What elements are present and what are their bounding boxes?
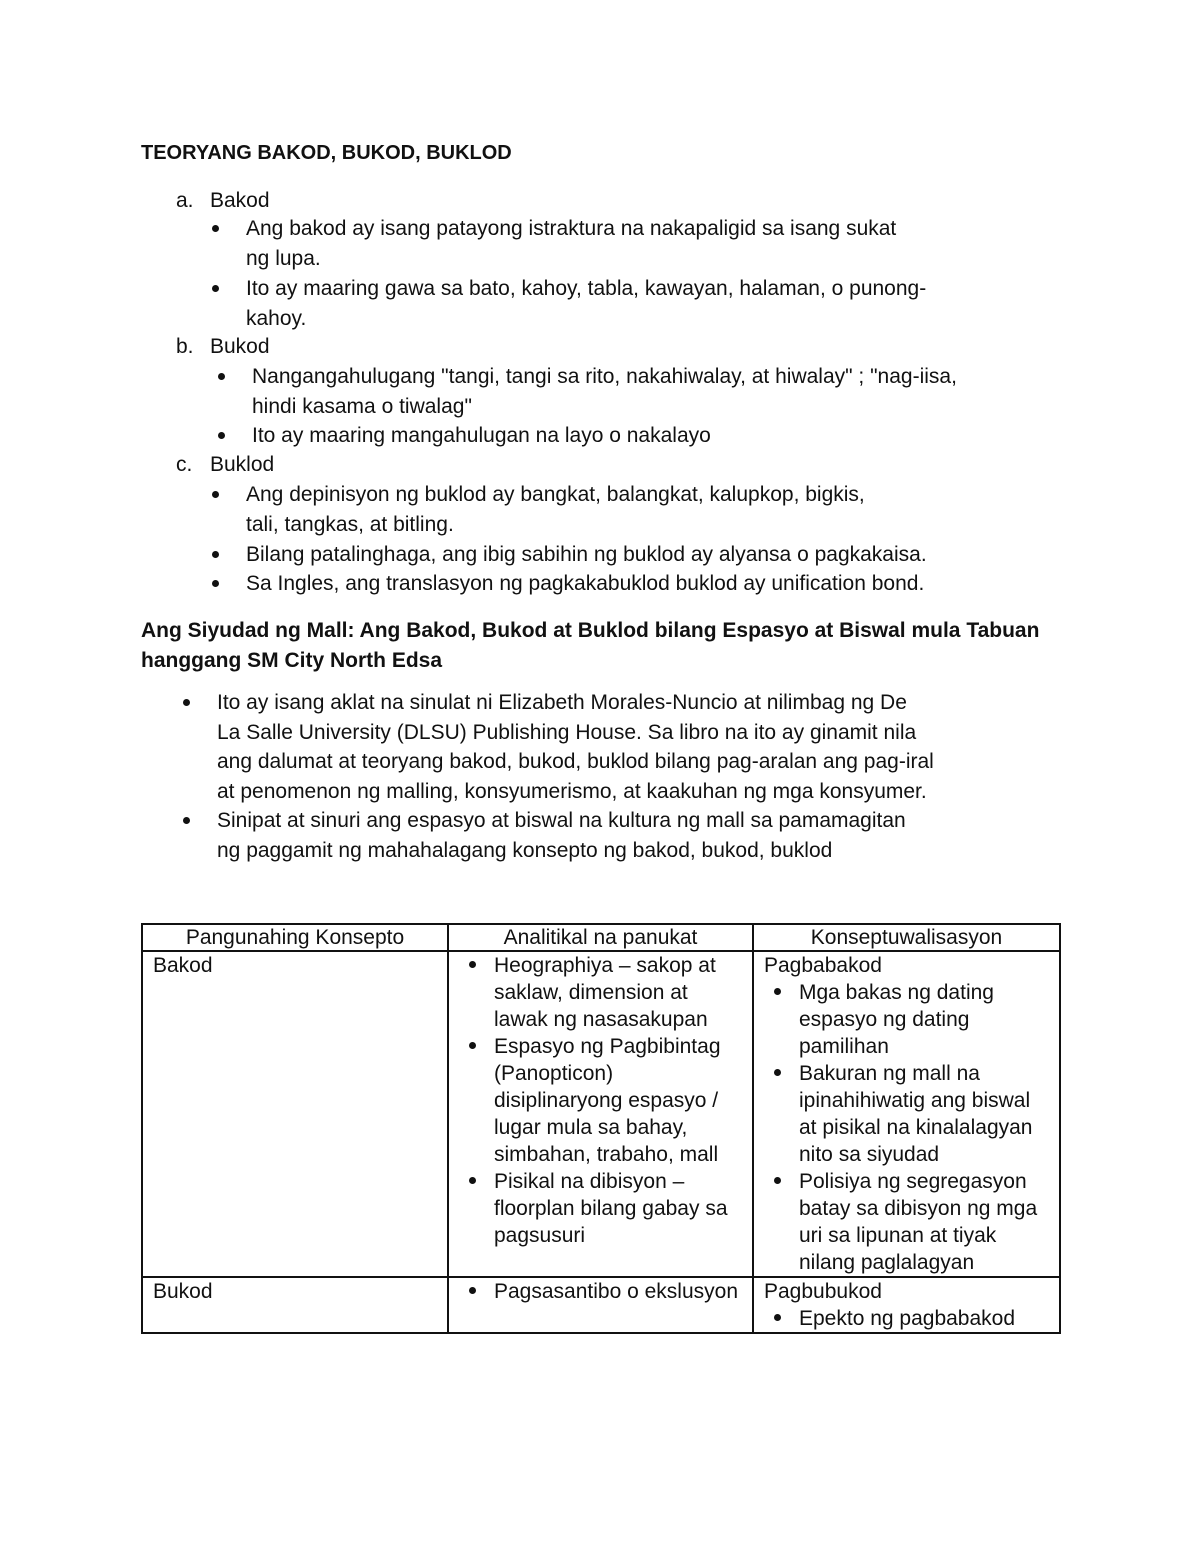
- bullet-icon: [212, 580, 219, 587]
- list-item: Ito ay maaring mangahulugan na layo o nakalayo: [252, 424, 711, 447]
- konsep-title: Pagbabakod: [764, 954, 882, 977]
- list-item: Ito ay maaring gawa sa bato, kahoy, tabla, kawayan, halaman, o punong- kahoy.: [246, 277, 927, 330]
- list-item: Pagsasantibo o ekslusyon: [459, 1278, 742, 1305]
- column-header: Pangunahing Konsepto: [142, 924, 448, 951]
- bullet-icon: [212, 491, 219, 498]
- list-item: Bilang patalinghaga, ang ibig sabihin ng buklod ay alyansa o pagkakaisa.: [246, 543, 927, 566]
- table-row: [142, 951, 1060, 1277]
- panukat-cell: [448, 951, 753, 1277]
- concept-table: [141, 923, 1061, 1334]
- list-item: Sinipat at sinuri ang espasyo at biswal na kultura ng mall sa pamamagitan ng paggamit ng mahahalagang konsepto ng bakod, bukod, buklod: [217, 809, 906, 862]
- concept-cell: Bukod: [142, 1277, 448, 1333]
- list-item: Bakuran ng mall na ipinahihiwatig ang biswal at pisikal na kinalalagyan nito sa siyudad: [764, 1060, 1049, 1168]
- list-item: Sa Ingles, ang translasyon ng pagkakabuklod buklod ay unification bond.: [246, 572, 925, 595]
- column-header: Analitikal na panukat: [448, 924, 753, 951]
- table-row: [142, 1277, 1060, 1333]
- section-c-label: c. Buklod: [176, 453, 275, 476]
- bullet-icon: [218, 373, 225, 380]
- section-b-label: b. Bukod: [176, 335, 270, 358]
- list-item: Heographiya – sakop at saklaw, dimension at lawak ng nasasakupan: [459, 952, 742, 1033]
- bullet-icon: [183, 817, 190, 824]
- list-item: Ito ay isang aklat na sinulat ni Elizabeth Morales-Nuncio at nilimbag ng De La Salle University (DLSU) Publishing House. Sa libro na ito ay ginamit nila ang dalumat at teoryang bakod, bukod, buklod bilang pag-aralan ang pag-iral at penomenon ng malling, konsyumerismo, at kaakuhan ng mga konsyumer.: [217, 691, 934, 803]
- concept-cell: Bakod: [142, 951, 448, 1277]
- section-a-label: a. Bakod: [176, 189, 270, 212]
- table-header-row: [142, 924, 1060, 951]
- book-title-heading: Ang Siyudad ng Mall: Ang Bakod, Bukod at Buklod bilang Espasyo at Biswal mula Tabuan hanggang SM City North Edsa: [141, 619, 1040, 672]
- bullet-icon: [212, 551, 219, 558]
- konsep-title: Pagbubukod: [764, 1280, 882, 1303]
- list-item: Ang depinisyon ng buklod ay bangkat, balangkat, kalupkop, bigkis, tali, tangkas, at bitling.: [246, 483, 865, 536]
- list-item: Mga bakas ng dating espasyo ng dating pamilihan: [764, 979, 1049, 1060]
- list-item: Epekto ng pagbabakod: [764, 1305, 1049, 1332]
- panukat-cell: [448, 1277, 753, 1333]
- konseptuwalisasyon-cell: [753, 1277, 1060, 1333]
- bullet-icon: [218, 432, 225, 439]
- konseptuwalisasyon-cell: [753, 951, 1060, 1277]
- bullet-icon: [212, 225, 219, 232]
- bullet-icon: [212, 285, 219, 292]
- list-item: Pisikal na dibisyon – floorplan bilang gabay sa pagsusuri: [459, 1168, 742, 1249]
- bullet-icon: [183, 699, 190, 706]
- list-item: Espasyo ng Pagbibintag (Panopticon) disiplinaryong espasyo / lugar mula sa bahay, simbahan, trabaho, mall: [459, 1033, 742, 1168]
- list-item: Nangangahulugang "tangi, tangi sa rito, nakahiwalay, at hiwalay" ; "nag-iisa, hindi kasama o tiwalag": [252, 365, 957, 418]
- column-header: Konseptuwalisasyon: [753, 924, 1060, 951]
- page-title: TEORYANG BAKOD, BUKOD, BUKLOD: [141, 142, 512, 164]
- list-item: Polisiya ng segregasyon batay sa dibisyon ng mga uri sa lipunan at tiyak nilang paglalagyan: [764, 1168, 1049, 1276]
- list-item: Ang bakod ay isang patayong istraktura na nakapaligid sa isang sukat ng lupa.: [246, 217, 897, 270]
